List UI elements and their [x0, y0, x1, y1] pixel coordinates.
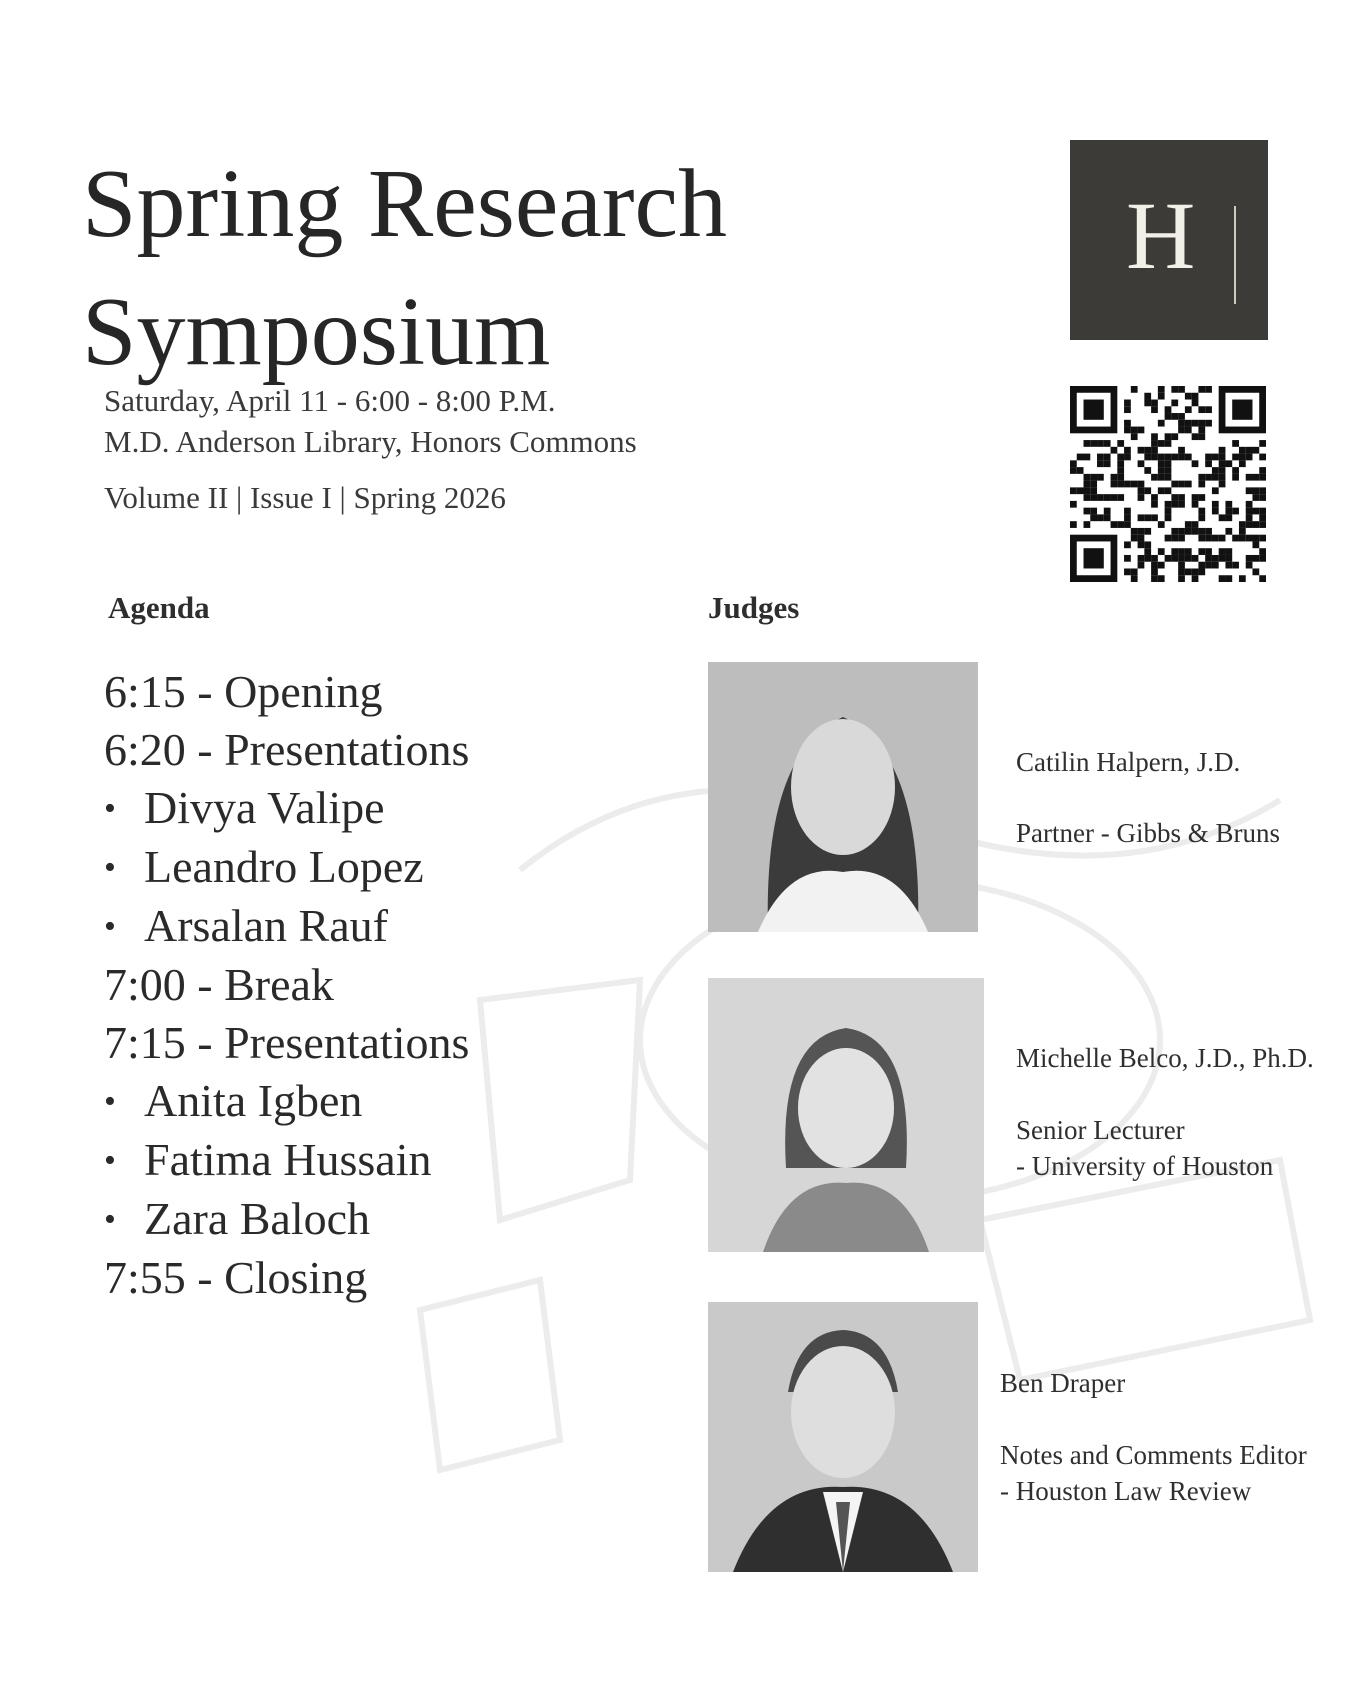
agenda-item-text: 7:15 - Presentations	[104, 1017, 470, 1068]
issue-info: Volume II | Issue I | Spring 2026	[104, 480, 506, 515]
agenda-item	[104, 838, 469, 897]
logo-letter: H	[1126, 182, 1196, 289]
agenda-item	[104, 721, 469, 779]
judges-heading: Judges	[708, 590, 800, 625]
event-location: M.D. Anderson Library, Honors Commons	[104, 424, 637, 459]
bullet-icon: •	[104, 1083, 116, 1120]
judge-role-3: Notes and Comments Editor	[1000, 1440, 1307, 1470]
agenda-item	[104, 1190, 469, 1249]
agenda-item-text: 6:20 - Presentations	[104, 724, 470, 775]
judge-affiliation-3: - Houston Law Review	[1000, 1476, 1252, 1506]
agenda-item	[104, 1072, 469, 1131]
bullet-icon: •	[104, 849, 116, 886]
agenda-item-text: 7:55 - Closing	[104, 1252, 368, 1303]
agenda-item	[104, 663, 469, 721]
qr-code[interactable]	[1070, 386, 1266, 582]
judge-photo-2	[708, 978, 984, 1252]
agenda-item	[104, 1131, 469, 1190]
bullet-icon: •	[104, 1201, 116, 1238]
judge-affiliation-2: - University of Houston	[1016, 1151, 1274, 1181]
agenda-item-text: 6:15 - Opening	[104, 666, 383, 717]
bullet-icon: •	[104, 908, 116, 945]
judge-photo-3	[708, 1302, 978, 1572]
agenda-item	[104, 956, 469, 1014]
agenda-item-text: 7:00 - Break	[104, 959, 334, 1010]
page-title	[82, 140, 727, 396]
judge-name-1: Catilin Halpern, J.D.	[1016, 747, 1241, 777]
agenda-item	[104, 1249, 469, 1307]
title-line-2: Symposium	[82, 278, 551, 386]
agenda-item-text: Zara Baloch	[144, 1193, 371, 1244]
agenda-item-text: Fatima Hussain	[144, 1134, 432, 1185]
agenda-item	[104, 1014, 469, 1072]
agenda-item-text: Arsalan Rauf	[144, 900, 388, 951]
honors-logo	[1070, 140, 1268, 340]
agenda-item	[104, 779, 469, 838]
judge-photo-1	[708, 662, 978, 932]
judge-role-2: Senior Lecturer	[1016, 1115, 1185, 1145]
agenda-item	[104, 897, 469, 956]
agenda-item-text: Leandro Lopez	[144, 841, 424, 892]
agenda-item-text: Anita Igben	[144, 1075, 363, 1126]
title-line-1: Spring Research	[82, 150, 727, 258]
agenda-heading: Agenda	[108, 590, 210, 625]
judge-name-3: Ben Draper	[1000, 1368, 1126, 1398]
logo-divider	[1234, 206, 1236, 304]
event-datetime: Saturday, April 11 - 6:00 - 8:00 P.M.	[104, 383, 556, 418]
agenda-list	[104, 663, 469, 1307]
judge-name-2: Michelle Belco, J.D., Ph.D.	[1016, 1043, 1314, 1073]
bullet-icon: •	[104, 1142, 116, 1179]
bullet-icon: •	[104, 790, 116, 827]
agenda-item-text: Divya Valipe	[144, 782, 385, 833]
judge-role-1: Partner - Gibbs & Bruns	[1016, 818, 1280, 848]
